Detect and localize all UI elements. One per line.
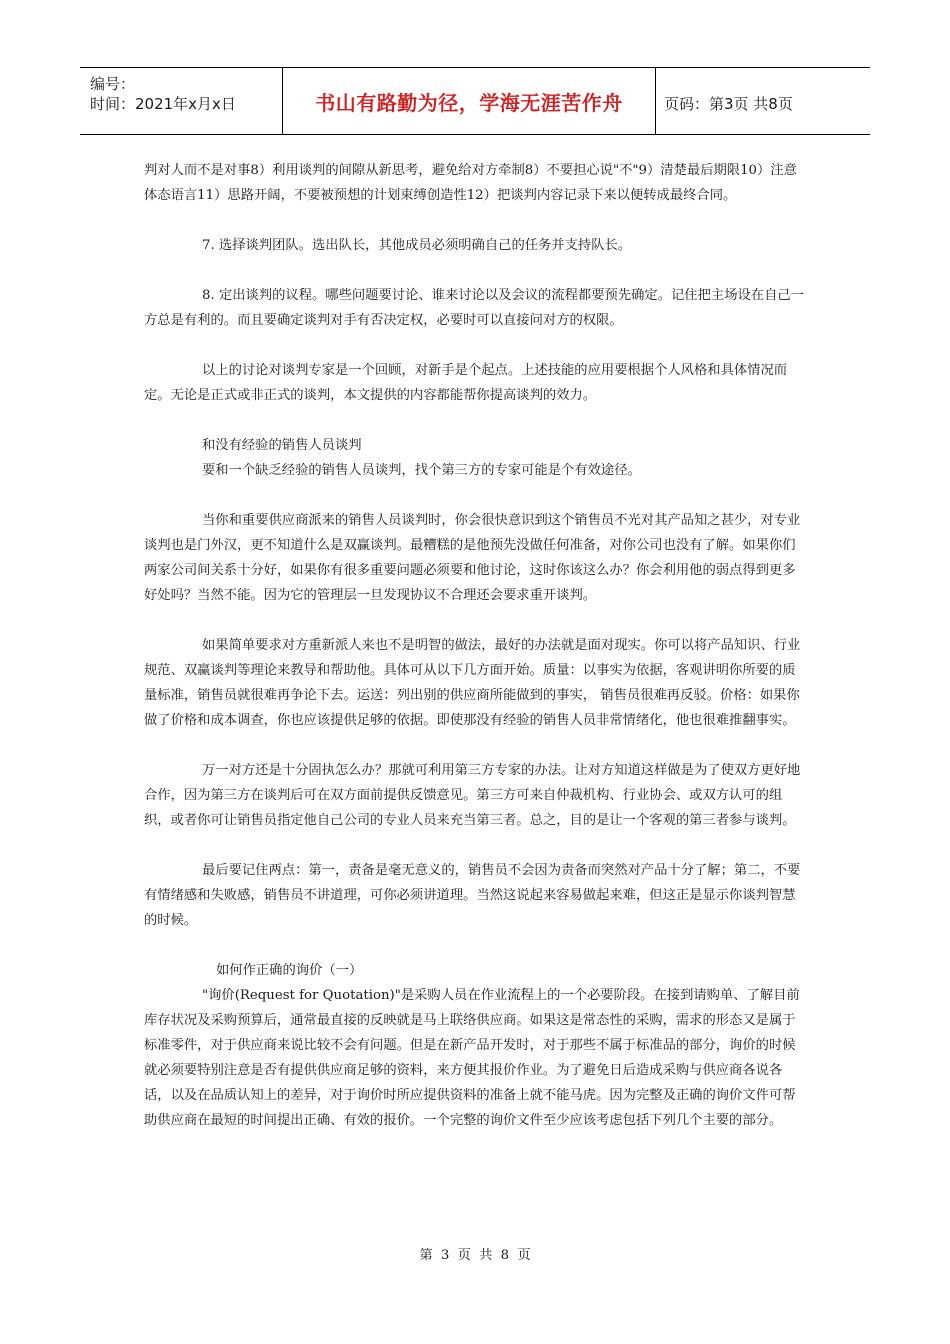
section-heading: 和没有经验的销售人员谈判: [202, 438, 362, 453]
paragraph: 8. 定出谈判的议程。哪些问题要讨论、谁来讨论以及会议的流程都要预先确定。记住把主场设在自己一方总是有利的。而且要确定谈判对手有否决定权，必要时可以直接问对方的权限。: [144, 288, 804, 328]
header-meta-cell: [80, 68, 283, 134]
paragraph: 最后要记住两点：第一，责备是毫无意义的，销售员不会因为责备而突然对产品十分了解；第二，不要有情绪感和失败感，销售员不讲道理，可你必须讲道理。当然这说起来容易做起来难，但这正是显示你谈判智慧的时候。: [144, 863, 801, 928]
paragraph: "询价(Request for Quotation)"是采购人员在作业流程上的一个必要阶段。在接到请购单、了解目前库存状况及采购预算后，通常最直接的反映就是马上联络供应商。如果这是常态性的采购，需求的形态又是属于标准零件，对于供应商来说比较不会有问题。但是在新产品开发时，对于那些不属于标准品的部分，询价的时候就必须要特别注意是否有提供供应商足够的资料，来方便其报价作业。为了避免日后造成采购与供应商各说各话，以及在品质认知上的差异，对于询价时所应提供资料的准备上就不能马虎。因为完整及正确的询价文件可帮助供应商在最短的时间提出正确、有效的报价。一个完整的询价文件至少应该考虑包括下列几个主要的部分。: [144, 988, 800, 1128]
paragraph: 判对人而不是对事8）利用谈判的间隙从新思考，避免给对方牵制8）不要担心说"不"9）清楚最后期限10）注意体态语言11）思路开阔，不要被预想的计划束缚创造性12）把谈判内容记录下来以便转成最终合同。: [144, 163, 797, 203]
paragraph: 7. 选择谈判团队。选出队长，其他成员必须明确自己的任务并支持队长。: [202, 238, 632, 253]
document-date: 时间：2021年x月x日: [90, 95, 236, 113]
paragraph: 以上的讨论对谈判专家是一个回顾，对新手是个起点。上述技能的应用要根据个人风格和具体情况而定。无论是正式或非正式的谈判，本文提供的内容都能帮你提高谈判的效力。: [144, 363, 788, 403]
page-footer: 第 3 页 共 8 页: [419, 1248, 531, 1263]
paragraph: 如果简单要求对方重新派人来也不是明智的做法，最好的办法就是面对现实。你可以将产品知识、行业规范、双赢谈判等理论来教导和帮助他。具体可从以下几方面开始。质量：以事实为依据，客观讲明你所要的质量标准，销售员就很难再争论下去。运送：列出别的供应商所能做到的事实， 销售员很难再反驳。价格：如果你做了价格和成本调查，你也应该提供足够的依据。即使那没有经验的销售人员非常情绪化，他也很难推翻事实。: [144, 638, 801, 728]
paragraph: 万一对方还是十分固执怎么办？那就可利用第三方专家的办法。让对方知道这样做是为了使双方更好地合作，因为第三方在谈判后可在双方面前提供反馈意见。第三方可来自仲裁机构、行业协会、或双方认可的组织，或者你可让销售员指定他自己公司的专业人员来充当第三者。总之，目的是让一个客观的第三者参与谈判。: [144, 763, 801, 828]
document-number-label: 编号：: [90, 75, 136, 93]
page-header: [80, 67, 870, 135]
paragraph: 当你和重要供应商派来的销售人员谈判时，你会很快意识到这个销售员不光对其产品知之甚少，对专业谈判也是门外汉，更不知道什么是双赢谈判。最糟糕的是他预先没做任何准备，对你公司也没有了解。如果你们两家公司间关系十分好，如果你有很多重要问题必须要和他讨论，这时你该这么办？你会利用他的弱点得到更多好处吗？当然不能。因为它的管理层一旦发现协议不合理还会要求重开谈判。: [144, 513, 801, 603]
header-page-info: 页码：第3页 共8页: [664, 95, 793, 113]
document-body: [144, 158, 808, 1133]
header-motto: 书山有路勤为径，学海无涯苦作舟: [283, 68, 656, 134]
paragraph: 要和一个缺乏经验的销售人员谈判，找个第三方的专家可能是个有效途径。: [202, 463, 641, 478]
section-heading: 如何作正确的询价（一）: [216, 963, 363, 978]
